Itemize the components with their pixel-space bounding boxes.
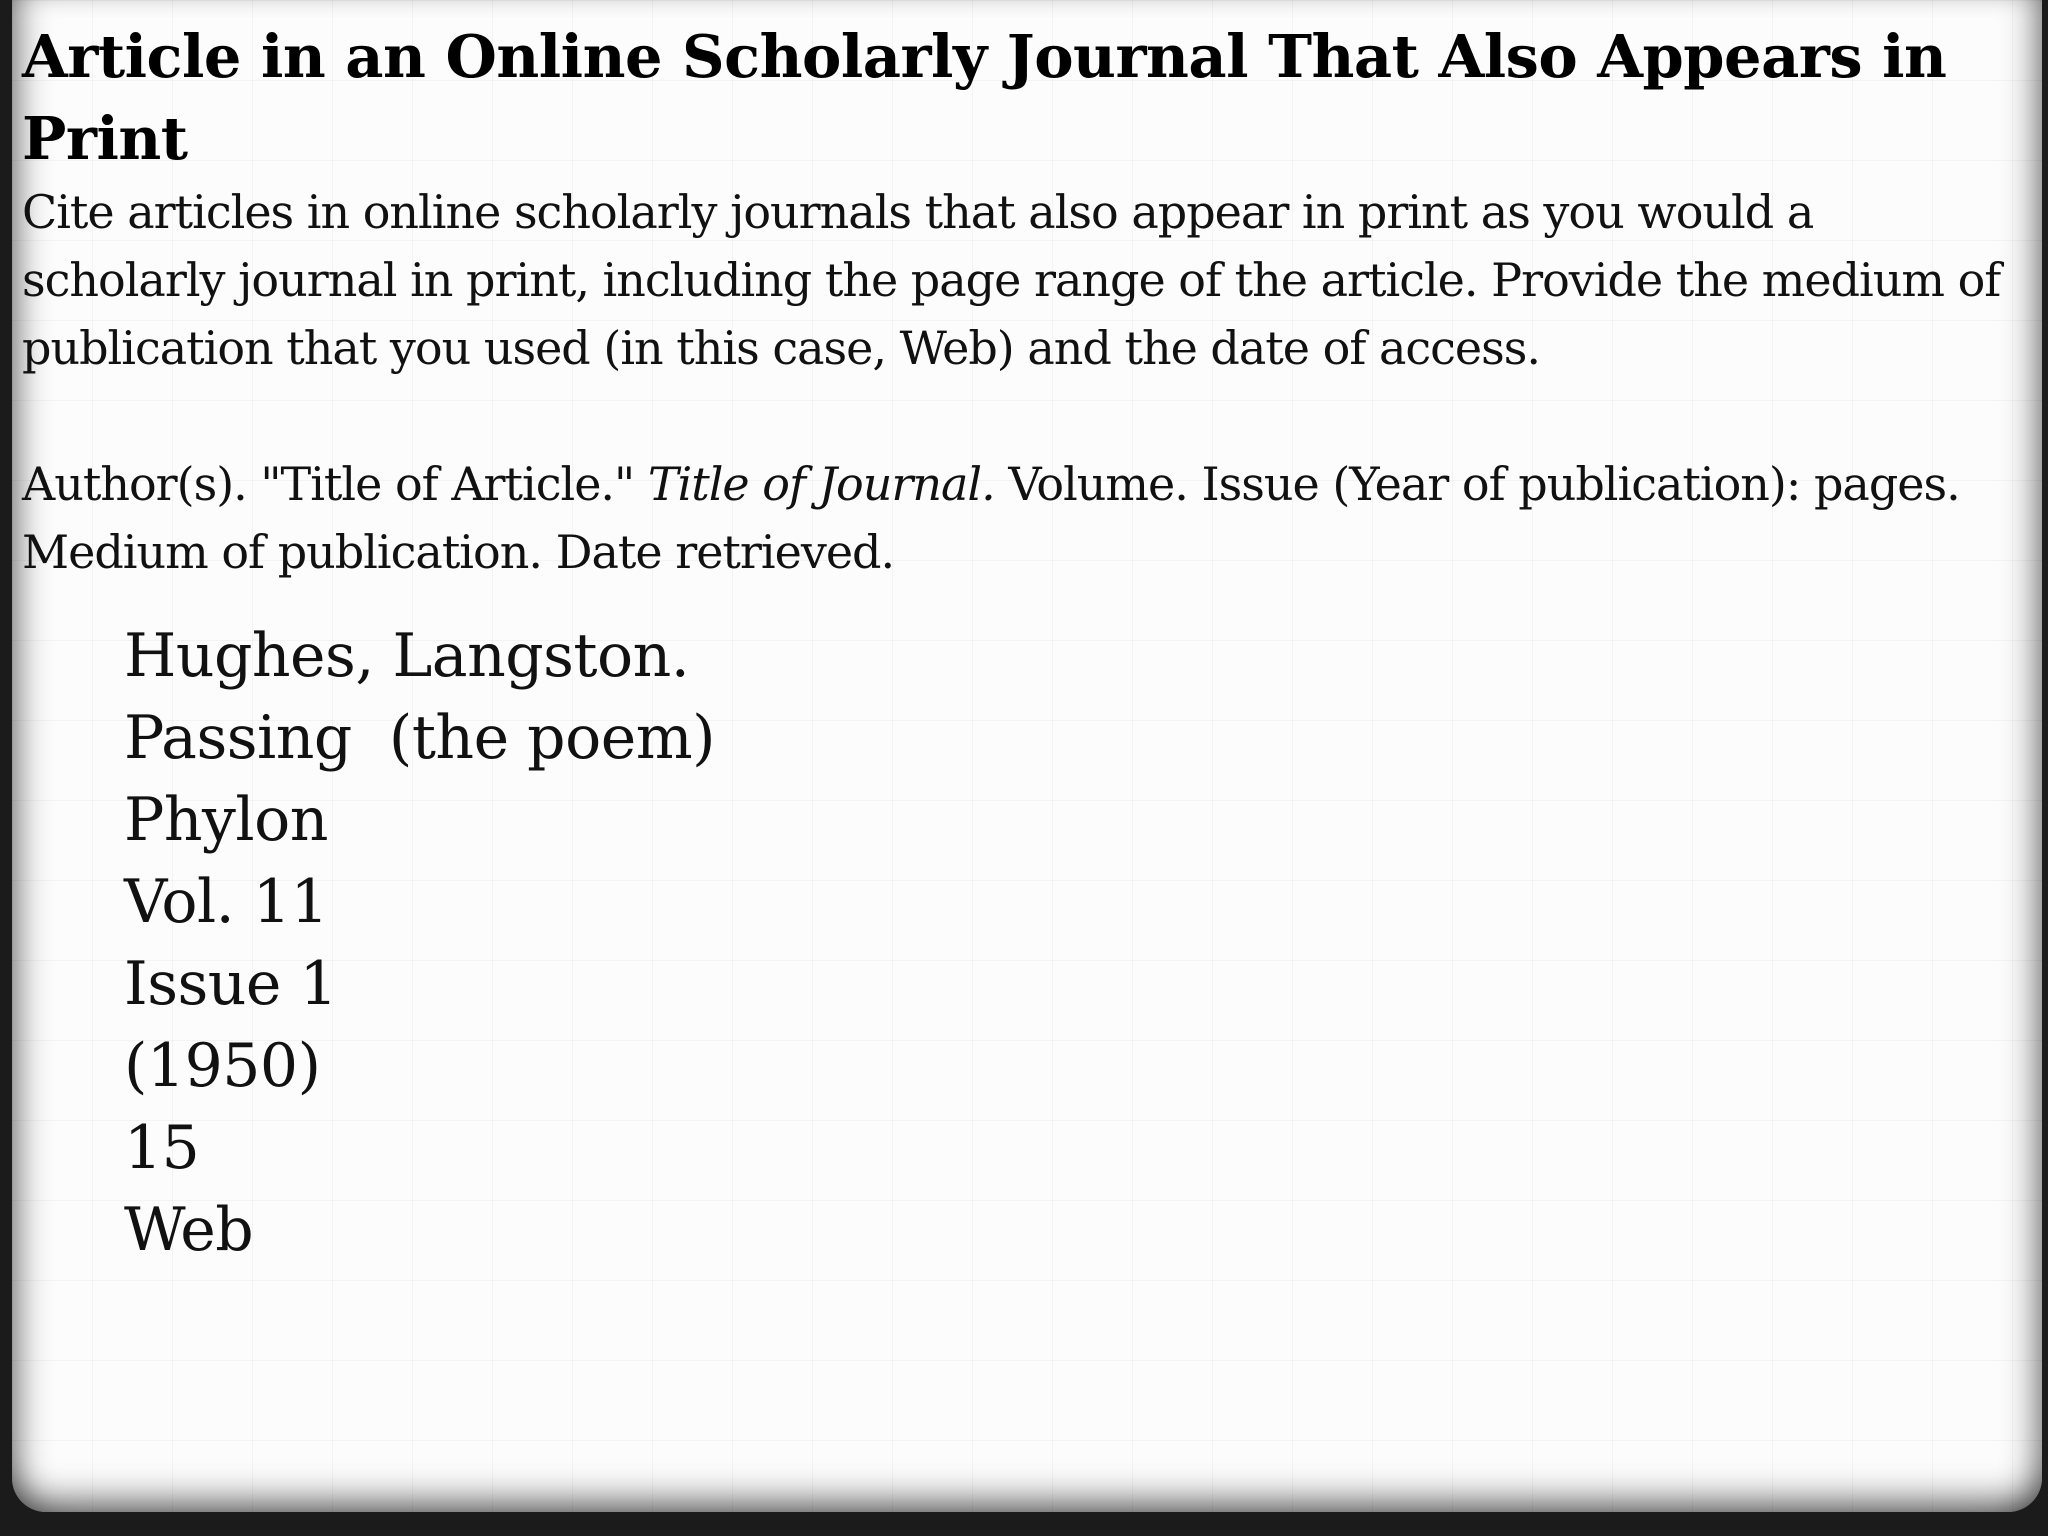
slide-title: Article in an Online Scholarly Journal That Also Appears in Print: [22, 22, 1947, 173]
list-item: Vol. 11: [124, 867, 329, 937]
list-item: Issue 1: [124, 949, 338, 1019]
slide: [12, 0, 2042, 1512]
format-before-italic: Author(s). "Title of Article.": [22, 457, 648, 511]
list-item: (1950): [124, 1031, 321, 1101]
format-journal-title: Title of Journal.: [647, 457, 995, 511]
list-item: Hughes, Langston.: [124, 621, 690, 691]
list-item: Phylon: [124, 785, 328, 855]
description-paragraph: Cite articles in online scholarly journals that also appear in print as you would a scholarly journal in print, including the page range of the article. Provide the medium of publication that you used (in this case, Web) and the date of access.: [22, 185, 2001, 375]
list-item: Web: [124, 1195, 254, 1265]
example-citation-list: [124, 615, 715, 1271]
citation-format: [22, 450, 2012, 586]
format-after-italic: Volume. Issue (Year of publication): pages. Medium of publication. Date retrieved.: [22, 457, 1960, 579]
list-item: Passing (the poem): [124, 703, 715, 773]
list-item: 15: [124, 1113, 200, 1183]
